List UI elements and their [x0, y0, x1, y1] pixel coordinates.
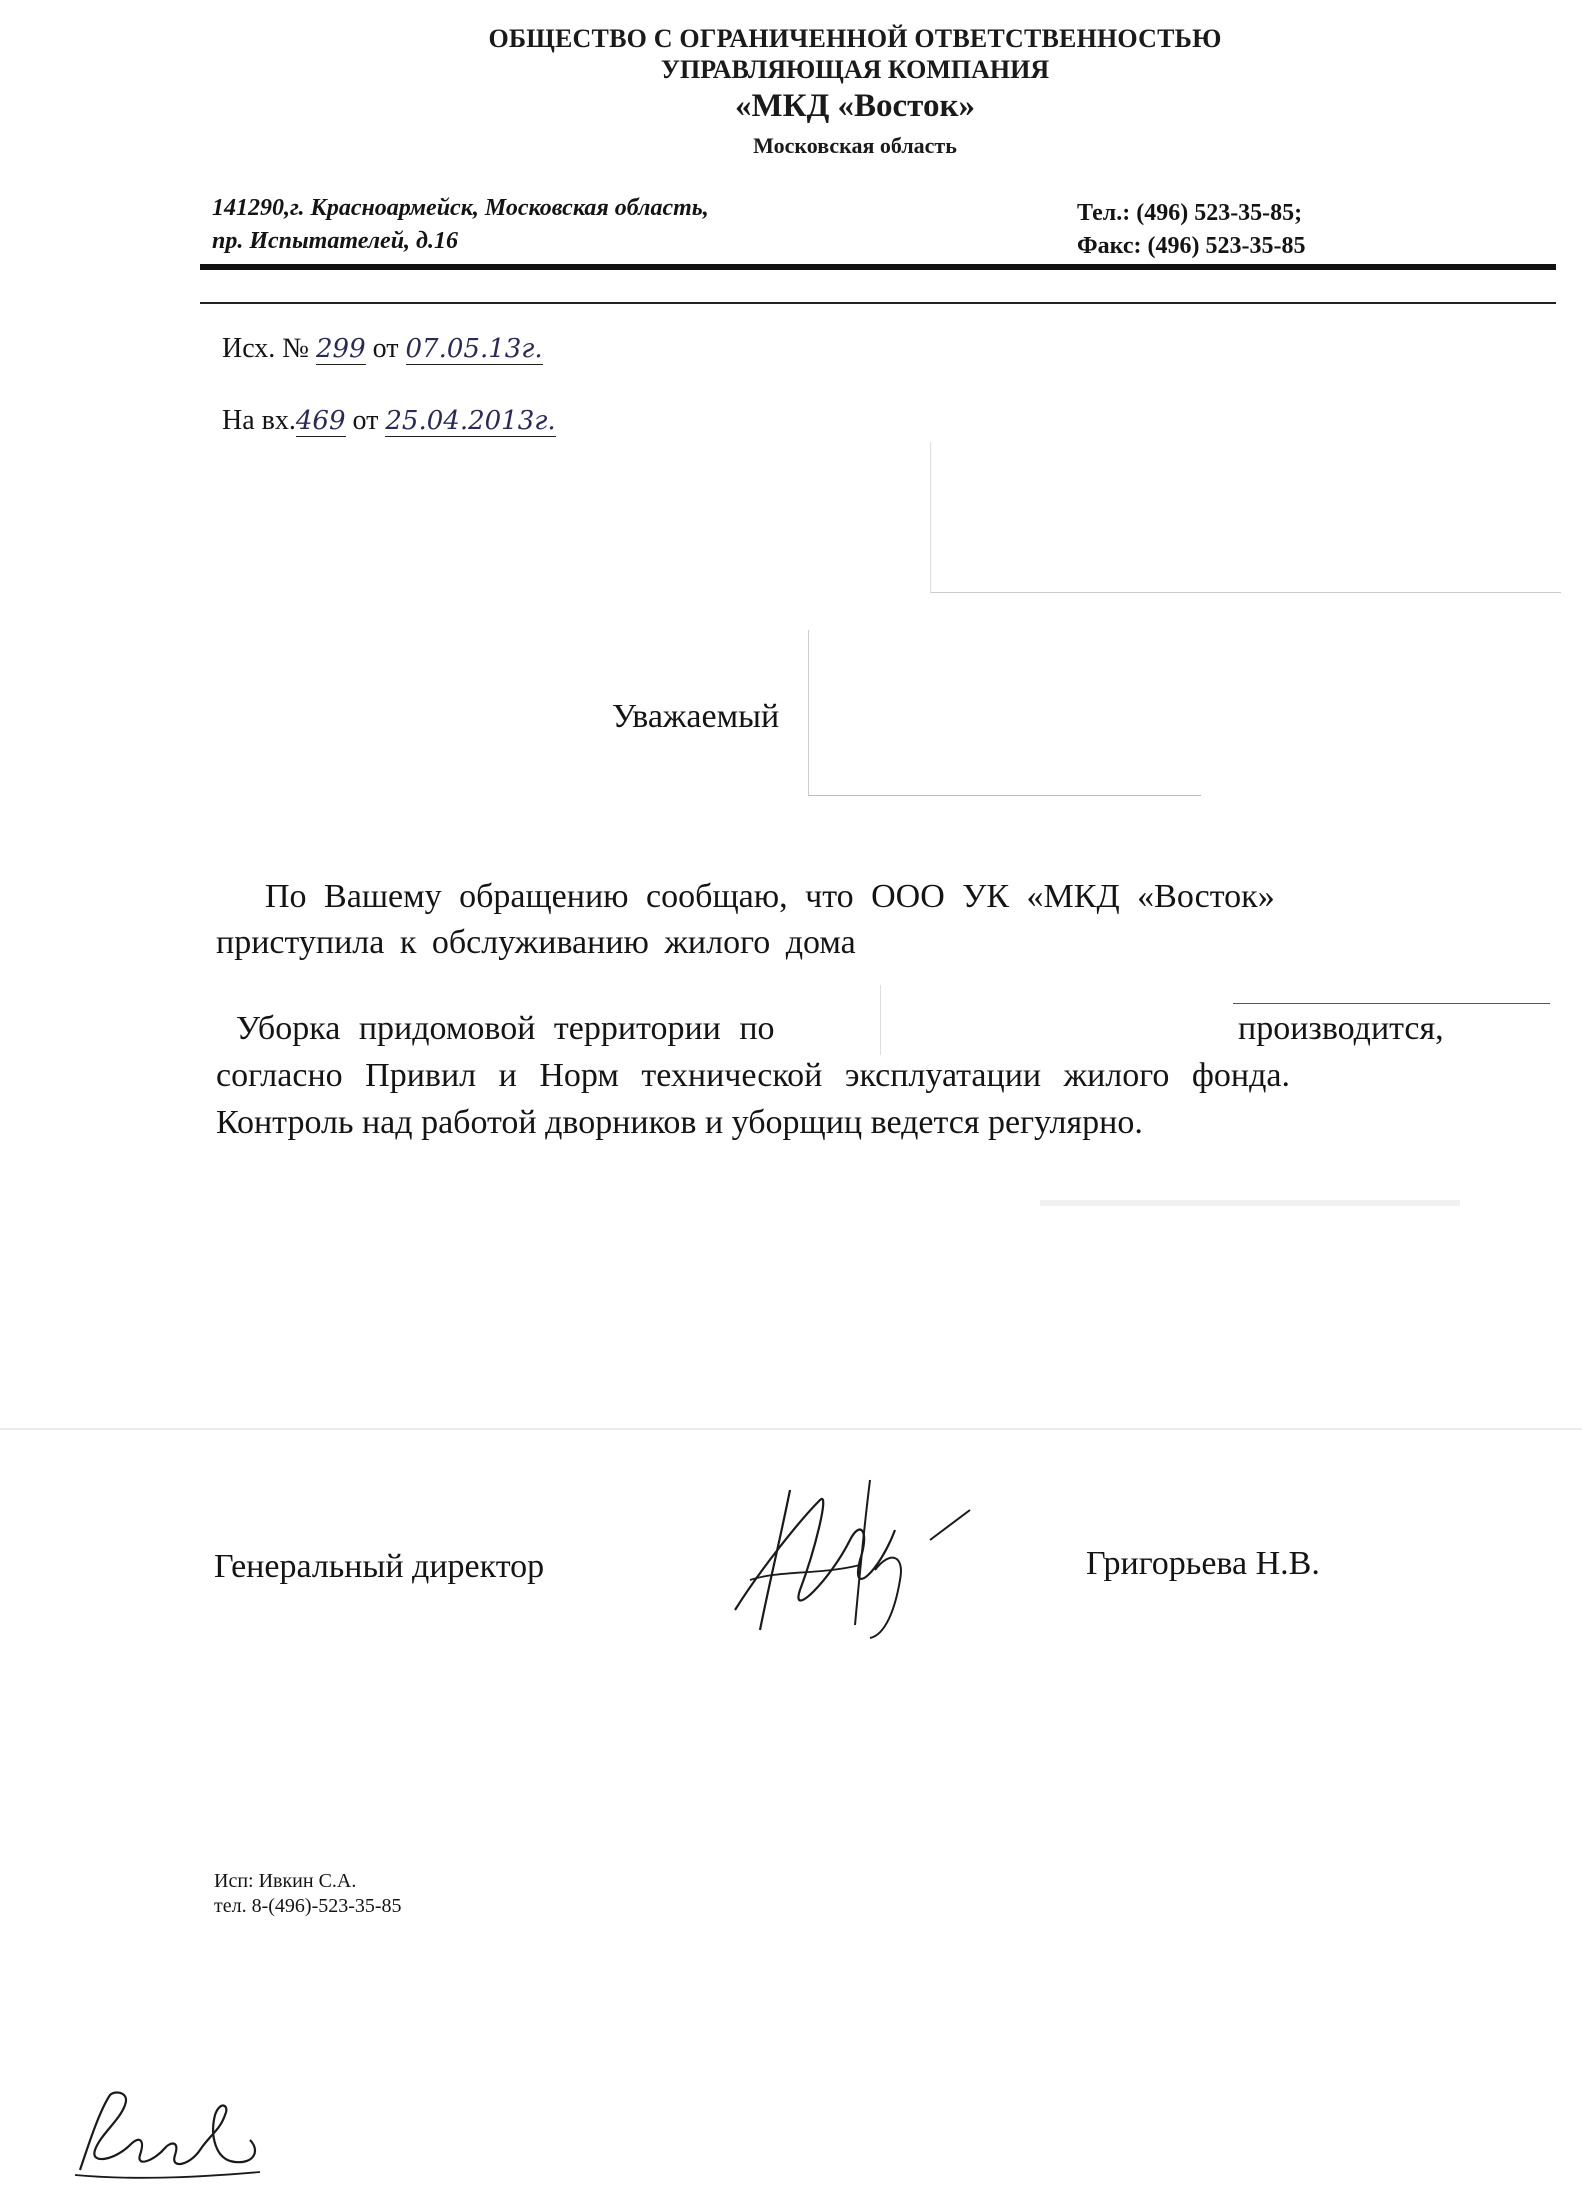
outgoing-reference — [222, 333, 543, 365]
incoming-number: 469 — [295, 406, 346, 436]
body-paragraph-2-line-1-start: Уборка придомовой территории по — [236, 1010, 775, 1047]
redacted-addressee-name — [808, 630, 1201, 796]
body-paragraph-2-line-2: согласно Привил и Норм технической эксплуатации жилого фонда. — [216, 1057, 1290, 1094]
signatory-name: Григорьева Н.В. — [1086, 1545, 1320, 1582]
address-line-1: 141290,г. Красноармейск, Московская область, — [212, 195, 709, 221]
executor-phone: тел. 8-(496)-523-35-85 — [214, 1895, 402, 1917]
letterhead-company-type: УПРАВЛЯЮЩАЯ КОМПАНИЯ — [660, 55, 1050, 84]
redacted-house-address — [970, 920, 1470, 980]
letterhead-region: Московская область — [753, 133, 957, 158]
incoming-date: 25.04.2013г. — [385, 406, 556, 436]
greeting: Уважаемый — [612, 698, 780, 735]
body-paragraph-2-line-1-end: производится, — [1238, 1010, 1444, 1047]
body-paragraph-1-line-1: По Вашему обращению сообщаю, что ООО УК «МКД «Восток» — [265, 878, 1275, 915]
header-divider-thick — [200, 264, 1556, 270]
body-paragraph-2-line-3: Контроль над работой дворников и уборщиц ведется регулярно. — [216, 1104, 1143, 1141]
redacted-street — [880, 985, 1233, 1055]
header-divider-thin — [200, 302, 1556, 304]
outgoing-date-label: от — [372, 333, 399, 364]
scan-artifact-line — [0, 1428, 1582, 1430]
fax-number: Факс: (496) 523-35-85 — [1077, 233, 1306, 259]
incoming-date-label: от — [352, 405, 379, 436]
outgoing-date: 07.05.13г. — [405, 334, 543, 364]
handwritten-initials — [70, 2080, 270, 2180]
body-paragraph-1-line-2: приступила к обслуживанию жилого дома — [216, 924, 856, 961]
signatory-role: Генеральный директор — [214, 1548, 545, 1585]
redacted-addressee-block — [930, 442, 1561, 593]
outgoing-number: 299 — [316, 334, 366, 364]
letterhead-org-type: ОБЩЕСТВО С ОГРАНИЧЕННОЙ ОТВЕТСТВЕННОСТЬЮ — [488, 24, 1222, 53]
incoming-reference — [222, 405, 556, 437]
address-line-2: пр. Испытателей, д.16 — [212, 228, 458, 254]
outgoing-label: Исх. № — [222, 333, 309, 364]
letterhead-company-name: «МКД «Восток» — [735, 88, 975, 124]
incoming-label: На вх. — [222, 405, 296, 436]
phone-number: Тел.: (496) 523-35-85; — [1077, 200, 1303, 226]
executor-name: Исп: Ивкин С.А. — [214, 1870, 357, 1892]
handwritten-signature — [720, 1460, 980, 1640]
scan-artifact-smudge — [1040, 1200, 1460, 1206]
